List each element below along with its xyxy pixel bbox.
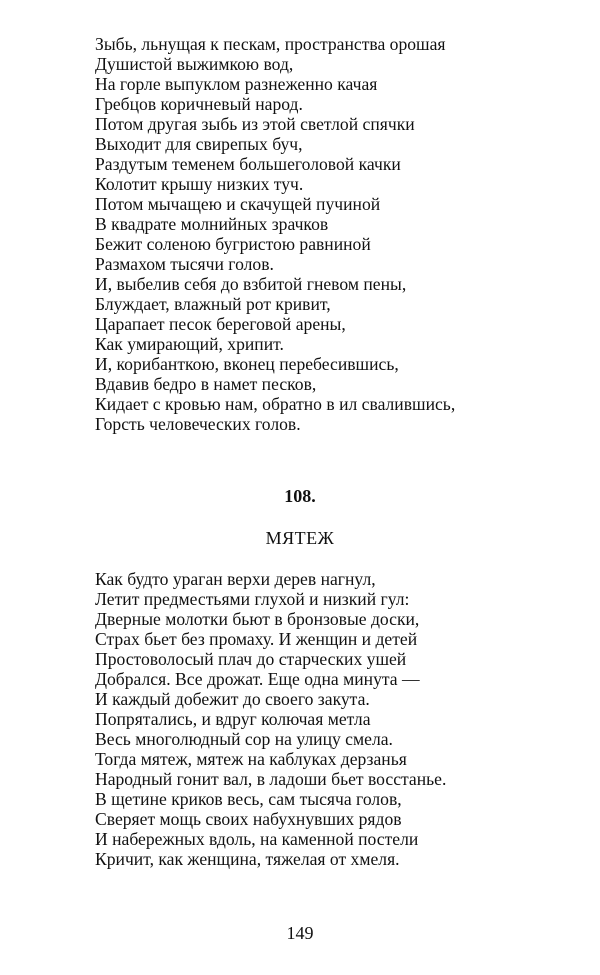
page-number: 149 [286, 923, 314, 943]
verse-line: В щетине криков весь, сам тысяча голов, [95, 789, 402, 809]
verse-line: И набережных вдоль, на каменной постели [95, 829, 419, 849]
verse-line: Блуждает, влажный рот кривит, [95, 294, 331, 314]
verse-line: Дверные молотки бьют в бронзовые доски, [95, 609, 420, 629]
verse-line: Попрятались, и вдруг колючая метла [95, 709, 371, 729]
verse-line: И каждый добежит до своего закута. [95, 689, 370, 709]
verse-line: Колотит крышу низких туч. [95, 174, 304, 194]
verse-line: Сверяет мощь своих набухнувших рядов [95, 809, 402, 829]
verse-line: На горле выпуклом разнеженно качая [95, 74, 378, 94]
verse-line: Страх бьет без промаху. И женщин и детей [95, 629, 418, 649]
verse-line: Как умирающий, хрипит. [95, 334, 284, 354]
poem-title: МЯТЕЖ [265, 528, 335, 548]
previous-poem-ending [95, 34, 575, 434]
verse-line: Простоволосый плач до старческих ушей [95, 649, 407, 669]
verse-line: Царапает песок береговой арены, [95, 314, 346, 334]
poem-number: 108. [284, 486, 316, 506]
verse-line: Весь многолюдный сор на улицу смела. [95, 729, 393, 749]
verse-line: Выходит для свирепых буч, [95, 134, 303, 154]
verse-line: Потом мычащею и скачущей пучиной [95, 194, 381, 214]
verse-line: Кричит, как женщина, тяжелая от хмеля. [95, 849, 400, 869]
verse-line: Кидает с кровью нам, обратно в ил свалившись, [95, 394, 456, 414]
verse-line: Бежит соленою бугристою равниной [95, 234, 371, 254]
verse-line: Народный гонит вал, в ладоши бьет восстанье. [95, 769, 447, 789]
verse-line: Душистой выжимкою вод, [95, 54, 294, 74]
verse-line: Гребцов коричневый народ. [95, 94, 303, 114]
verse-line: Добрался. Все дрожат. Еще одна минута — [95, 669, 420, 689]
verse-line: В квадрате молнийных зрачков [95, 214, 329, 234]
verse-line: Тогда мятеж, мятеж на каблуках дерзанья [95, 749, 407, 769]
verse-line: Горсть человеческих голов. [95, 414, 301, 434]
verse-line: Раздутым теменем большеголовой качки [95, 154, 401, 174]
verse-line: Потом другая зыбь из этой светлой спячки [95, 114, 415, 134]
verse-line: И, корибанткою, вконец перебесившись, [95, 354, 399, 374]
verse-line: И, выбелив себя до взбитой гневом пены, [95, 274, 407, 294]
verse-line: Вдавив бедро в намет песков, [95, 374, 317, 394]
poem-body [95, 569, 575, 869]
verse-line: Летит предместьями глухой и низкий гул: [95, 589, 410, 609]
verse-line: Размахом тысячи голов. [95, 254, 274, 274]
verse-line: Зыбь, льнущая к пескам, пространства орошая [95, 34, 446, 54]
verse-line: Как будто ураган верхи дерев нагнул, [95, 569, 376, 589]
